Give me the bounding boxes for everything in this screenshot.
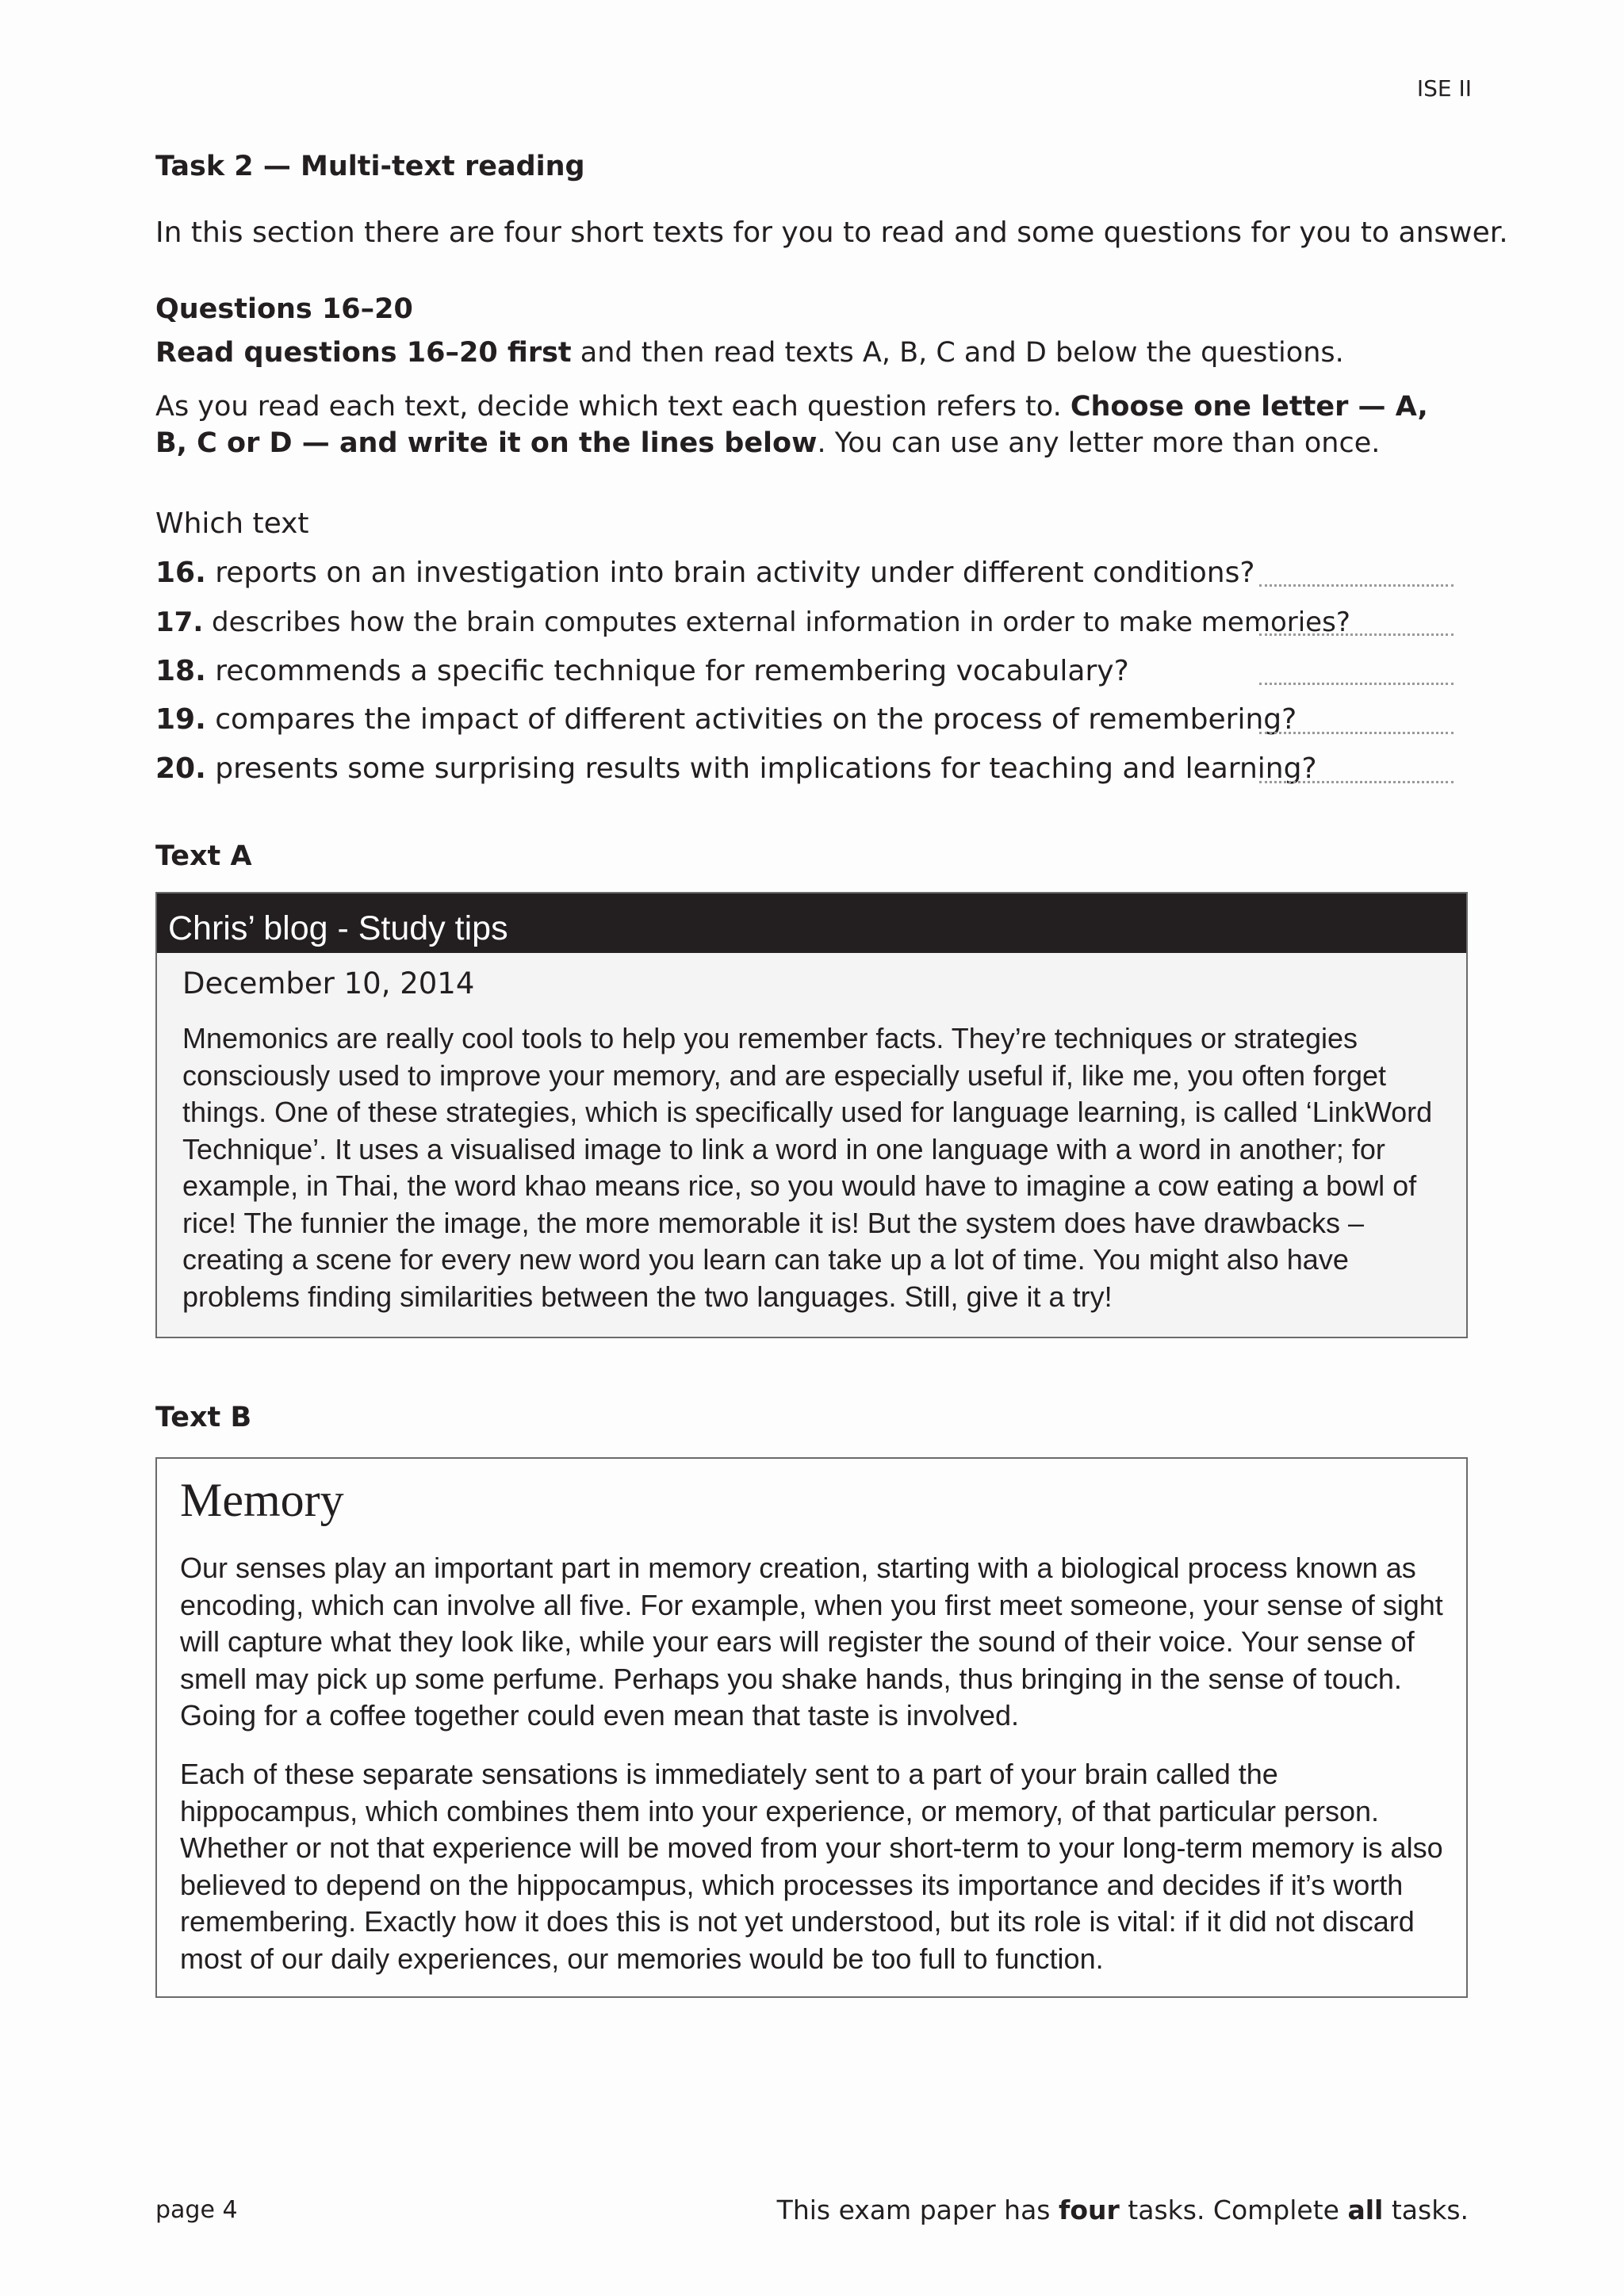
question-text: reports on an investigation into brain activity under different conditions? [205, 557, 1255, 589]
text-a-blog-box [155, 892, 1468, 1338]
task-intro: In this section there are four short texts for you to read and some questions for you to answer. [155, 216, 1508, 249]
page-number: page 4 [155, 2196, 238, 2224]
question-text: presents some surprising results with implications for teaching and learning? [205, 752, 1317, 785]
question-text: recommends a specific technique for remembering vocabulary? [205, 655, 1129, 687]
blog-date: December 10, 2014 [182, 966, 475, 1001]
question-text: describes how the brain computes external information in order to make memories? [203, 607, 1350, 638]
memory-paragraph-1: Our senses play an important part in memory creation, starting with a biological process known as encoding, which can involve all five. For example, when you first meet someone, your sense of sight will capture what they look like, while your ears will register the sound of their voice. Your sense of smell may pick up some perfume. Perhaps you shake hands, thus bringing in the sense of touch. Going for a coffee together could even mean that taste is involved. [180, 1552, 1443, 1732]
instruction-2-end: . You can use any letter more than once. [817, 427, 1381, 459]
question-20 [155, 752, 1317, 785]
task-heading: Task 2 — Multi-text reading [155, 151, 585, 182]
question-19 [155, 703, 1297, 736]
question-number: 20. [155, 752, 206, 785]
question-number: 17. [155, 607, 204, 638]
text-b-label: Text B [155, 1402, 252, 1433]
questions-instruction-1 [155, 337, 1344, 369]
blog-title: Chris’ blog - Study tips [157, 894, 1466, 953]
footer-note-end: tasks. [1383, 2195, 1469, 2225]
instruction-1-rest: and then read texts A, B, C and D below the questions. [571, 337, 1344, 369]
footer-note-start: This exam paper has [776, 2195, 1059, 2225]
text-b-box [155, 1457, 1468, 1998]
footer-note-mid: tasks. Complete [1119, 2195, 1348, 2225]
memory-paragraph-2: Each of these separate sensations is immediately sent to a part of your brain called the hippocampus, which combines them into your experience, or memory, of that particular person. Whether or not that experience will be moved from your short-term to your long-term memory is also believed to depend on the hippocampus, which processes its importance and decides if it’s worth remembering. Exactly how it does this is not yet understood, but its role is vital: if it did not discard most of our daily experiences, our memories would be too full to function. [180, 1758, 1443, 1975]
answer-line-20[interactable] [1259, 781, 1454, 783]
blog-body: Mnemonics are really cool tools to help you remember facts. They’re techniques or strategies consciously used to improve your memory, and are especially useful if, like me, you often forget things. One of these strategies, which is specifically used for language learning, is called ‘LinkWord Technique’. It uses a visualised image to link a word in one language with a word in another; for example, in Thai, the word khao means rice, so you would have to imagine a cow eating a bowl of rice! The funnier the image, the more memorable it is! But the system does have drawbacks – creating a scene for every new word you learn can take up a lot of time. You might also have problems finding similarities between the two languages. Still, give it a try! [182, 1022, 1433, 1313]
answer-line-18[interactable] [1259, 683, 1454, 685]
question-text: compares the impact of different activities on the process of remembering? [205, 703, 1297, 736]
question-16 [155, 557, 1254, 589]
answer-line-19[interactable] [1259, 732, 1454, 734]
question-18 [155, 655, 1129, 687]
memory-title: Memory [180, 1474, 344, 1526]
footer-note [777, 2195, 1469, 2225]
question-17 [155, 607, 1350, 638]
question-number: 19. [155, 703, 206, 736]
instruction-2-start: As you read each text, decide which text each question refers to. [155, 391, 1071, 423]
exam-level: ISE II [1416, 75, 1472, 101]
text-a-label: Text A [155, 840, 252, 872]
footer-note-bold-1: four [1059, 2195, 1120, 2225]
questions-heading: Questions 16–20 [155, 293, 413, 325]
question-number: 18. [155, 655, 206, 687]
instruction-2-bold: Choose one letter — A, B, C or D — and write it on the lines below [155, 391, 1428, 459]
questions-instruction-2 [155, 388, 1456, 461]
answer-line-17[interactable] [1259, 633, 1454, 636]
questions-lead: Which text [155, 507, 309, 540]
question-number: 16. [155, 557, 206, 589]
answer-line-16[interactable] [1259, 584, 1454, 587]
footer-note-bold-2: all [1347, 2195, 1384, 2225]
instruction-1-bold: Read questions 16–20 first [155, 337, 572, 369]
